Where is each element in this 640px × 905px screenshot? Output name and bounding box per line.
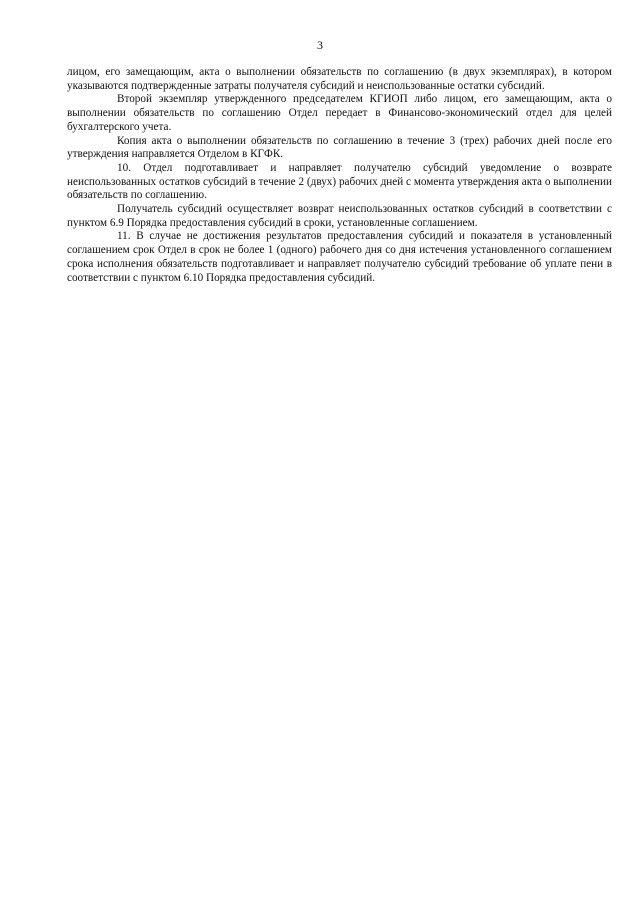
paragraph-continuation: лицом, его замещающим, акта о выполнении обязательств по соглашению (в двух экземплярах), в котором указываются подтвержденные затраты получателя субсидий и неиспользованные остатки субсидий.: [67, 66, 612, 92]
paragraph-refund: Получатель субсидий осуществляет возврат неиспользованных остатков субсидий в соответствии с пунктом 6.9 Порядка предоставления субсидий в сроки, установленные соглашением.: [67, 203, 612, 229]
page-number: 3: [317, 38, 323, 52]
document-body: [67, 66, 612, 285]
paragraph-second-copy: Второй экземпляр утвержденного председателем КГИОП либо лицом, его замещающим, акта о выполнении обязательств по соглашению Отдел передает в Финансово-экономический отдел для целей бухгалтерского учета.: [67, 93, 612, 133]
paragraph-item-11: 11. В случае не достижения результатов предоставления субсидий и показателя в установленный соглашением срок Отдел в срок не более 1 (одного) рабочего дня со дня истечения установленного соглашением срока исполнения обязательств подготавливает и направляет получателю субсидий требование об уплате пени в соответствии с пунктом 6.10 Порядка предоставления субсидий.: [67, 230, 612, 284]
paragraph-item-10: 10. Отдел подготавливает и направляет получателю субсидий уведомление о возврате неиспользованных остатков субсидий в течение 2 (двух) рабочих дней с момента утверждения акта о выполнении обязательств по соглашению.: [67, 161, 612, 202]
paragraph-act-copy: Копия акта о выполнении обязательств по соглашению в течение 3 (трех) рабочих дней после его утверждения направляется Отделом в КГФК.: [67, 134, 612, 161]
